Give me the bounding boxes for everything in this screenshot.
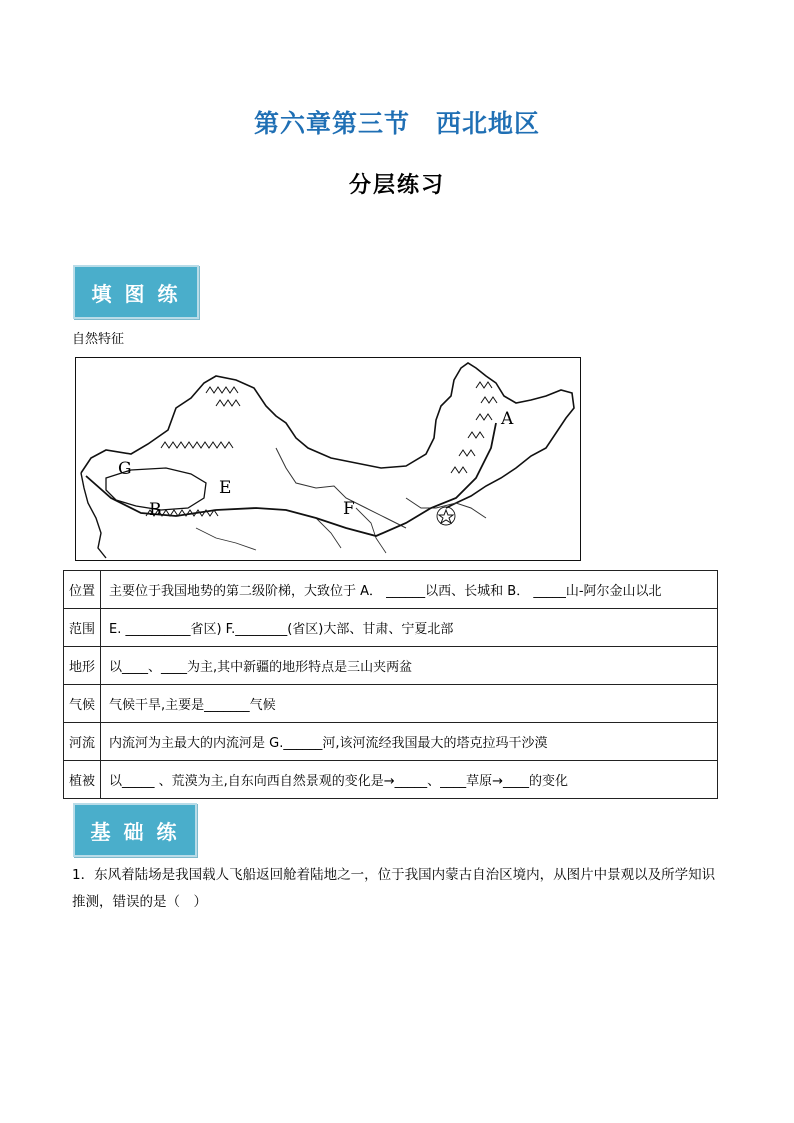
table-row — [64, 761, 718, 799]
northwest-region-map — [75, 357, 581, 561]
page-subtitle: 分层练习 — [348, 173, 445, 198]
row-value: 气候干旱,主要是_______气候 — [101, 685, 718, 723]
table-row — [64, 723, 718, 761]
page-title: 第六章第三节 西北地区 — [253, 109, 540, 138]
section-basic: 基 础 练 — [73, 803, 197, 857]
row-key: 植被 — [64, 761, 101, 799]
map-label-g: G — [118, 459, 132, 479]
row-key: 地形 — [64, 647, 101, 685]
table-row — [64, 647, 718, 685]
section-fill-map: 填 图 练 — [73, 265, 199, 319]
map-label-a: A — [501, 409, 514, 429]
wall-line — [86, 423, 496, 536]
map-label-b: B — [149, 500, 162, 520]
row-key: 范围 — [64, 609, 101, 647]
row-value: 内流河为主最大的内流河是 G.______河,该河流经我国最大的塔克拉玛干沙漠 — [101, 723, 718, 761]
table-row — [64, 685, 718, 723]
row-value: 主要位于我国地势的第二级阶梯，大致位于 A． ______以西、长城和 B． _____山-阿尔金山以北 — [101, 571, 718, 609]
row-value: 以____、____为主,其中新疆的地形特点是三山夹两盆 — [101, 647, 718, 685]
map-label-e: E — [219, 478, 232, 498]
question-1: 1．东风着陆场是我国载人飞船返回舱着陆地之一，位于我国内蒙古自治区境内，从图片中景观以及所学知识推测，错误的是（ ） — [72, 867, 716, 910]
map-label-f: F — [343, 499, 355, 519]
row-key: 位置 — [64, 571, 101, 609]
row-key: 河流 — [64, 723, 101, 761]
row-value: E. __________省区) F.________(省区)大部、甘肃、宁夏北部 — [101, 609, 718, 647]
natural-features-label: 自然特征 — [72, 332, 125, 347]
features-table — [63, 570, 718, 799]
table-row — [64, 571, 718, 609]
map-boundary-south — [81, 473, 106, 558]
table-row — [64, 609, 718, 647]
row-value: 以_____ 、荒漠为主,自东向西自然景观的变化是→_____、____草原→____的变化 — [101, 761, 718, 799]
row-key: 气候 — [64, 685, 101, 723]
